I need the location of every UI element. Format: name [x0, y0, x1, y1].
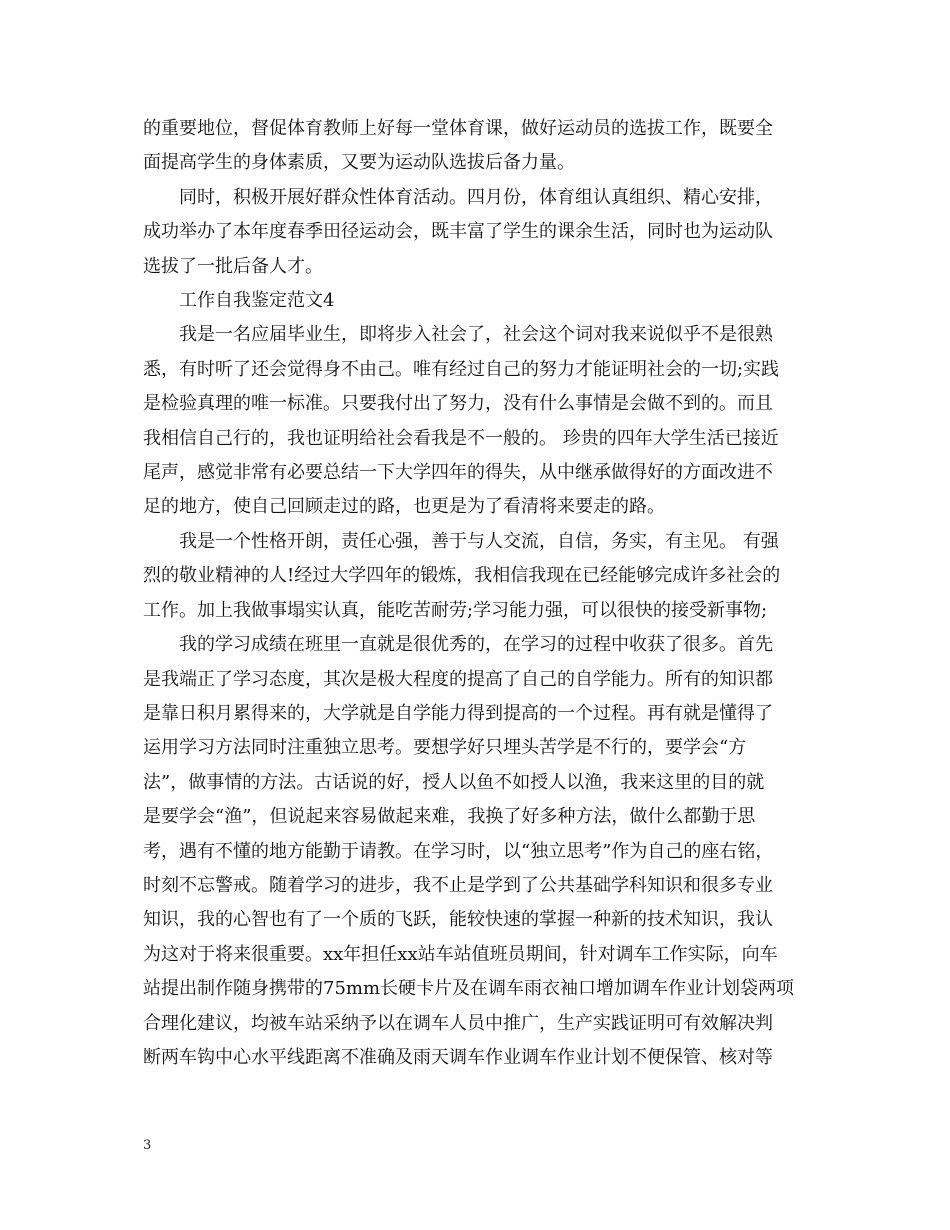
- text-line: 工作自我鉴定范文4: [179, 290, 335, 312]
- text-line: 选拔了一批后备人才。: [143, 255, 323, 277]
- text-line: 是要学会“渔”，但说起来容易做起来难，我换了好多种方法，做什么都勤于思: [143, 806, 756, 828]
- text-line: 我是一个性格开朗，责任心强，善于与人交流，自信，务实，有主见。 有强: [179, 530, 779, 552]
- text-line: 面提高学生的身体素质，又要为运动队选拔后备力量。: [143, 152, 575, 174]
- text-line: 我的学习成绩在班里一直就是很优秀的，在学习的过程中收获了很多。首先: [179, 634, 773, 656]
- text-line: 合理化建议，均被车站采纳予以在调车人员中推广，生产实践证明可有效解决判: [143, 1012, 773, 1034]
- text-line: 是检验真理的唯一标准。只要我付出了努力，没有什么事情是会做不到的。而且: [143, 393, 773, 415]
- text-line: 时刻不忘警戒。随着学习的进步，我不止是学到了公共基础学科知识和很多专业: [143, 874, 773, 896]
- document-body: [143, 112, 823, 1075]
- text-line: 悉，有时听了还会觉得身不由己。唯有经过自己的努力才能证明社会的一切;实践: [143, 358, 780, 380]
- text-line: 我是一名应届毕业生，即将步入社会了，社会这个词对我来说似乎不是很熟: [179, 324, 773, 346]
- text-line: 足的地方，使自己回顾走过的路，也更是为了看清将来要走的路。: [143, 496, 665, 518]
- paragraph: [143, 525, 823, 628]
- text-line: 考，遇有不懂的地方能勤于请教。在学习时，以“独立思考”作为自己的座右铭，: [143, 840, 774, 862]
- paragraph: [143, 318, 823, 524]
- text-line: 断两车钩中心水平线距离不准确及雨天调车作业调车作业计划不便保管、核对等: [143, 1046, 773, 1068]
- section-heading: [143, 284, 823, 318]
- paragraph: [143, 181, 823, 284]
- text-line: 工作。加上我做事塌实认真，能吃苦耐劳;学习能力强，可以很快的接受新事物;: [143, 599, 768, 621]
- text-line: 成功举办了本年度春季田径运动会，既丰富了学生的课余生活，同时也为运动队: [143, 221, 773, 243]
- text-line: 站提出制作随身携带的75mm长硬卡片及在调车雨衣袖口增加调车作业计划袋两项: [143, 978, 795, 1000]
- text-line: 是我端正了学习态度，其次是极大程度的提高了自己的自学能力。所有的知识都: [143, 668, 773, 690]
- page-number: 3: [143, 1138, 152, 1153]
- paragraph: [143, 112, 823, 181]
- text-line: 为这对于将来很重要。xx年担任xx站车站值班员期间，针对调车工作实际，向车: [143, 943, 778, 965]
- text-line: 同时，积极开展好群众性体育活动。四月份，体育组认真组织、精心安排，: [179, 186, 773, 208]
- text-line: 烈的敬业精神的人!经过大学四年的锻炼，我相信我现在已经能够完成许多社会的: [143, 565, 781, 587]
- text-line: 是靠日积月累得来的，大学就是自学能力得到提高的一个过程。再有就是懂得了: [143, 702, 773, 724]
- paragraph: [143, 628, 823, 1075]
- text-line: 尾声，感觉非常有必要总结一下大学四年的得失，从中继承做得好的方面改进不: [143, 462, 773, 484]
- text-line: 运用学习方法同时注重独立思考。要想学好只埋头苦学是不行的，要学会“方: [143, 737, 747, 759]
- text-line: 的重要地位，督促体育教师上好每一堂体育课，做好运动员的选拔工作，既要全: [143, 118, 773, 139]
- text-line: 我相信自己行的，我也证明给社会看我是不一般的。 珍贵的四年大学生活已接近: [143, 427, 779, 449]
- text-line: 法”，做事情的方法。古话说的好，授人以鱼不如授人以渔，我来这里的目的就: [143, 771, 765, 793]
- text-line: 知识，我的心智也有了一个质的飞跃，能较快速的掌握一种新的技术知识，我认: [143, 909, 773, 931]
